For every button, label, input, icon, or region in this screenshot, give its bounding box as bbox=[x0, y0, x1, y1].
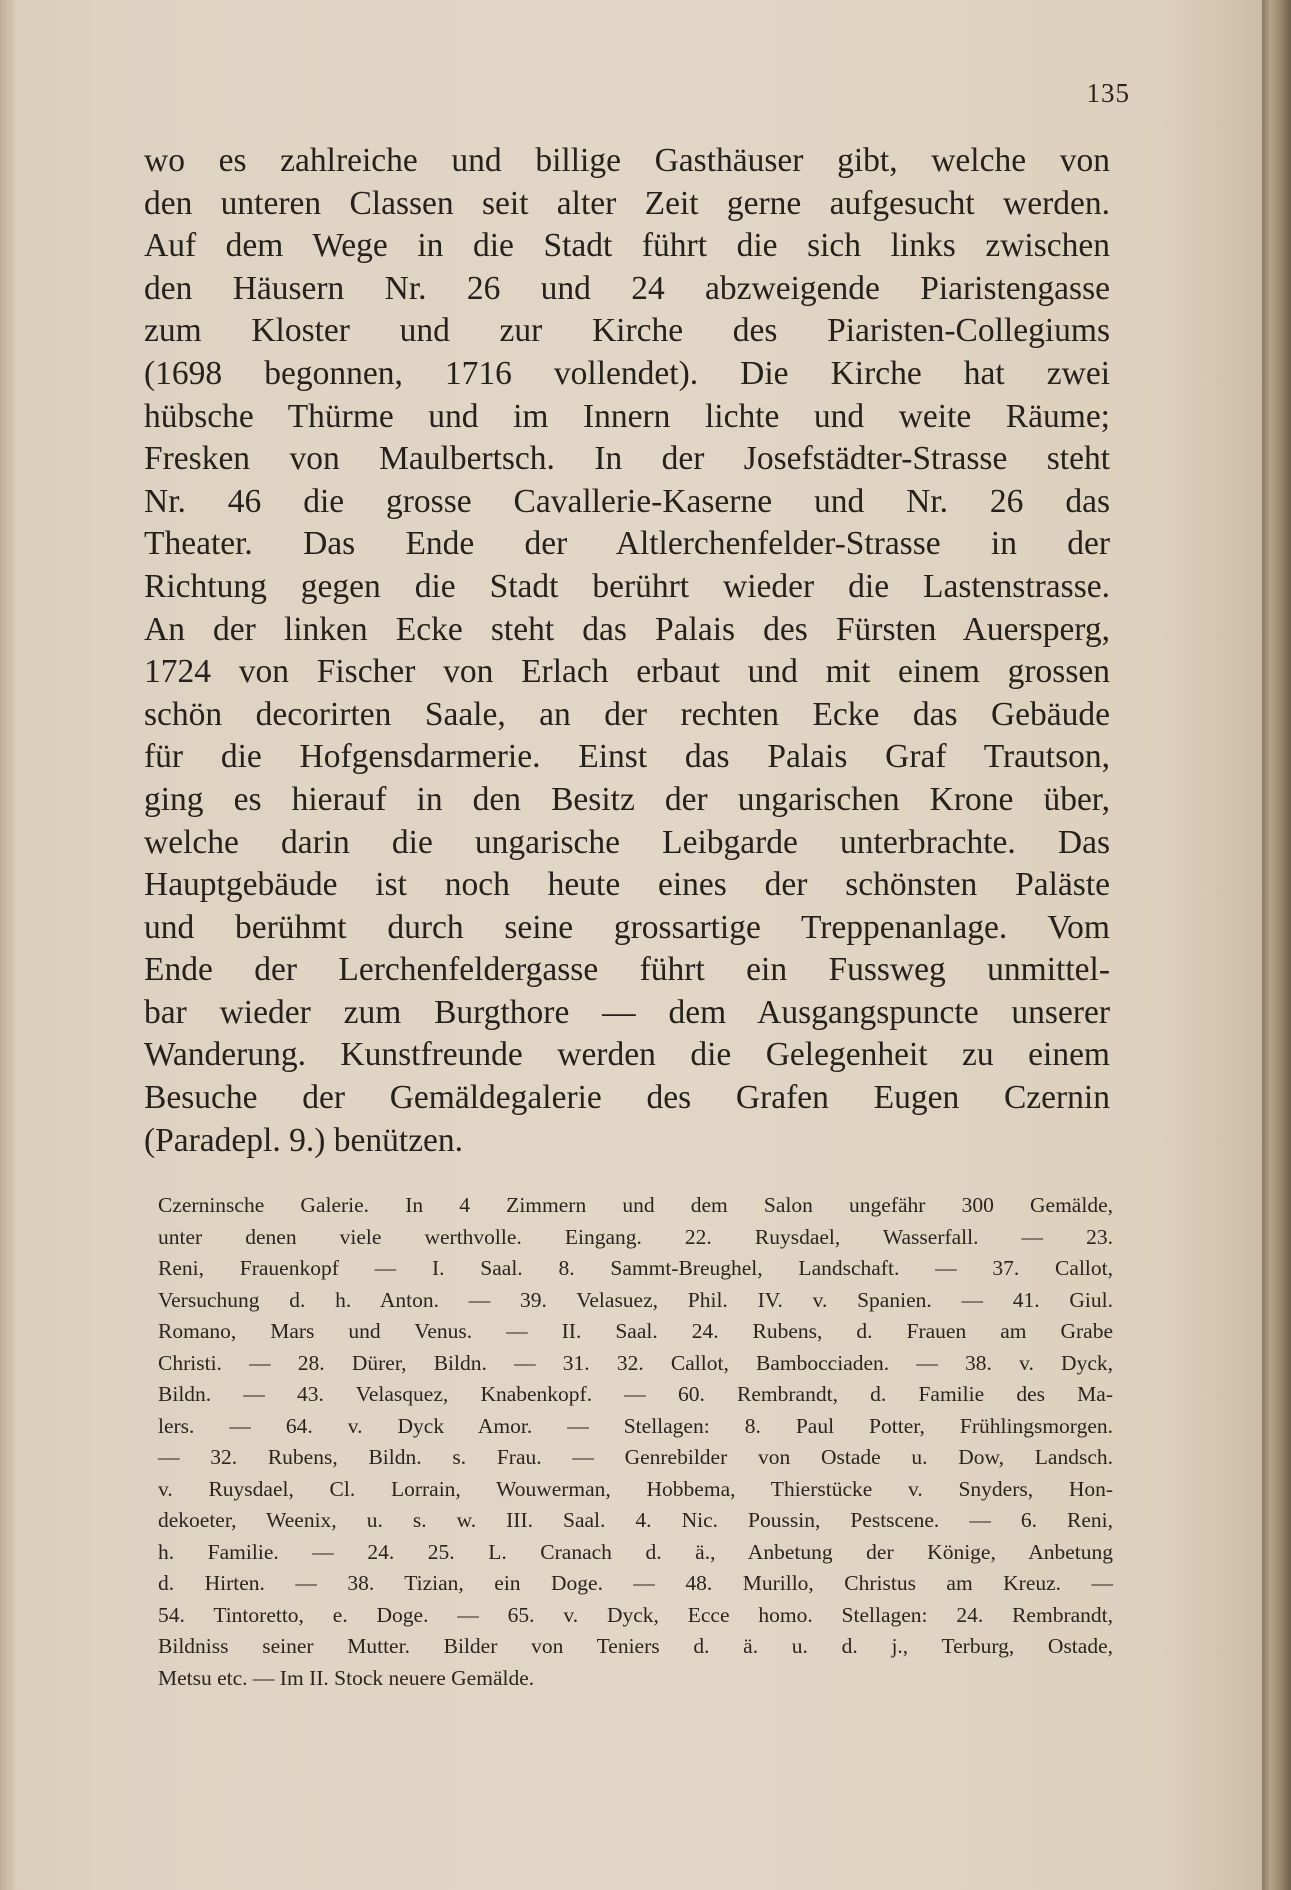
note-line: Metsu etc. — Im II. Stock neuere Gemälde. bbox=[158, 1665, 535, 1690]
text-line: bar wieder zum Burgthore — dem Ausgangspuncte unserer bbox=[144, 993, 1110, 1031]
note-line: unter denen viele werthvolle. Eingang. 22. Ruysdael, Wasserfall. — 23. bbox=[158, 1224, 1113, 1249]
note-line: h. Familie. — 24. 25. L. Cranach d. ä., Anbetung der Könige, Anbetung bbox=[158, 1539, 1113, 1564]
text-line: Auf dem Wege in die Stadt führt die sich links zwischen bbox=[144, 227, 1110, 265]
note-line: dekoeter, Weenix, u. s. w. III. Saal. 4. Nic. Poussin, Pestscene. — 6. Reni, bbox=[158, 1508, 1113, 1532]
main-text-block bbox=[144, 140, 1110, 1162]
note-line: — 32. Rubens, Bildn. s. Frau. — Genrebilder von Ostade u. Dow, Landsch. bbox=[158, 1445, 1113, 1469]
text-line: wo es zahlreiche und billige Gasthäuser gibt, welche von bbox=[144, 142, 1110, 179]
text-line: zum Kloster und zur Kirche des Piaristen-Collegiums bbox=[144, 312, 1110, 350]
text-line: für die Hofgensdarmerie. Einst das Palais Graf Trautson, bbox=[144, 738, 1110, 776]
note-line: d. Hirten. — 38. Tizian, ein Doge. — 48. Murillo, Christus am Kreuz. — bbox=[158, 1571, 1113, 1595]
note-line: Versuchung d. h. Anton. — 39. Velasuez, Phil. IV. v. Spanien. — 41. Giul. bbox=[158, 1287, 1113, 1312]
note-line: Christi. — 28. Dürer, Bildn. — 31. 32. Callot, Bambocciaden. — 38. v. Dyck, bbox=[158, 1350, 1113, 1375]
text-line: hübsche Thürme und im Innern lichte und weite Räume; bbox=[144, 397, 1110, 435]
note-line: Bildn. — 43. Velasquez, Knabenkopf. — 60. Rembrandt, d. Familie des Ma- bbox=[158, 1382, 1113, 1406]
gallery-note-block bbox=[158, 1190, 1113, 1694]
text-line: (1698 begonnen, 1716 vollendet). Die Kirche hat zwei bbox=[144, 354, 1110, 392]
text-line: welche darin die ungarische Leibgarde unterbrachte. Das bbox=[144, 823, 1110, 861]
text-line: Theater. Das Ende der Altlerchenfelder-Strasse in der bbox=[144, 525, 1110, 563]
text-line: (Paradepl. 9.) benützen. bbox=[144, 1121, 464, 1159]
note-line: Czerninsche Galerie. In 4 Zimmern und dem Salon ungefähr 300 Gemälde, bbox=[158, 1193, 1113, 1217]
text-line: den Häusern Nr. 26 und 24 abzweigende Piaristengasse bbox=[144, 269, 1110, 307]
text-line: den unteren Classen seit alter Zeit gerne aufgesucht werden. bbox=[144, 184, 1110, 222]
text-line: ging es hierauf in den Besitz der ungarischen Krone über, bbox=[144, 780, 1110, 818]
text-line: schön decorirten Saale, an der rechten Ecke das Gebäude bbox=[144, 695, 1110, 733]
note-line: 54. Tintoretto, e. Doge. — 65. v. Dyck, Ecce homo. Stellagen: 24. Rembrandt, bbox=[158, 1602, 1113, 1627]
page-binding-edge bbox=[0, 0, 14, 1890]
page-number: 135 bbox=[1086, 78, 1130, 108]
text-line: 1724 von Fischer von Erlach erbaut und mit einem grossen bbox=[144, 653, 1110, 691]
text-line: Richtung gegen die Stadt berührt wieder die Lastenstrasse. bbox=[144, 567, 1110, 605]
note-line: v. Ruysdael, Cl. Lorrain, Wouwerman, Hobbema, Thierstücke v. Snyders, Hon- bbox=[158, 1476, 1113, 1501]
text-line: Fresken von Maulbertsch. In der Josefstädter-Strasse steht bbox=[144, 440, 1110, 478]
text-line: An der linken Ecke steht das Palais des Fürsten Auersperg, bbox=[144, 610, 1110, 648]
text-line: Besuche der Gemäldegalerie des Grafen Eugen Czernin bbox=[144, 1079, 1110, 1117]
text-line: Nr. 46 die grosse Cavallerie-Kaserne und Nr. 26 das bbox=[144, 482, 1110, 520]
note-line: Bildniss seiner Mutter. Bilder von Teniers d. ä. u. d. j., Terburg, Ostade, bbox=[158, 1634, 1113, 1658]
note-line: Romano, Mars und Venus. — II. Saal. 24. Rubens, d. Frauen am Grabe bbox=[158, 1319, 1113, 1343]
text-line: Ende der Lerchenfeldergasse führt ein Fussweg unmittel- bbox=[144, 951, 1110, 989]
note-line: lers. — 64. v. Dyck Amor. — Stellagen: 8. Paul Potter, Frühlingsmorgen. bbox=[158, 1413, 1113, 1438]
note-line: Reni, Frauenkopf — I. Saal. 8. Sammt-Breughel, Landschaft. — 37. Callot, bbox=[158, 1256, 1113, 1280]
text-line: und berühmt durch seine grossartige Treppenanlage. Vom bbox=[144, 908, 1110, 946]
text-line: Wanderung. Kunstfreunde werden die Gelegenheit zu einem bbox=[144, 1036, 1110, 1074]
page-stack-edge bbox=[1262, 0, 1291, 1890]
text-line: Hauptgebäude ist noch heute eines der schönsten Paläste bbox=[144, 866, 1110, 904]
